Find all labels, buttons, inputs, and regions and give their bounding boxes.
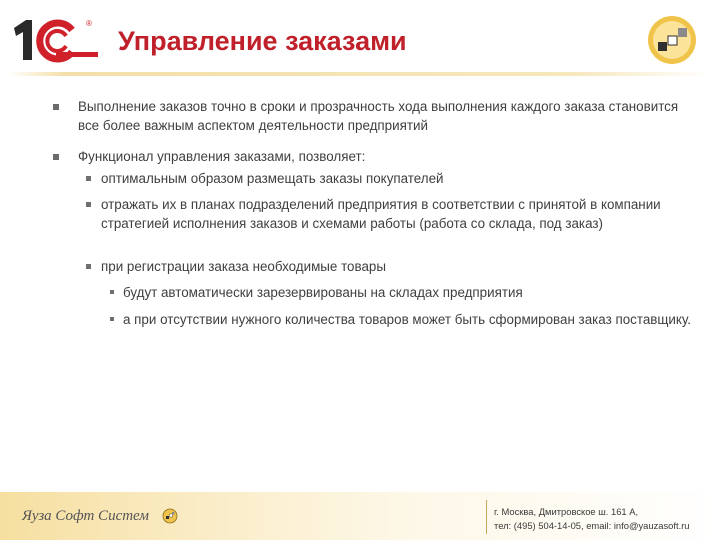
list-item: оптимальным образом размещать заказы покупателей <box>101 171 444 186</box>
sub-bullet-marker <box>86 176 91 181</box>
footer-divider <box>486 500 487 534</box>
1c-logo-icon <box>10 14 102 66</box>
sub-sub-bullet-marker <box>110 317 114 321</box>
company-name: Яуза Софт Систем <box>22 508 149 524</box>
chart-squares-icon <box>646 14 698 66</box>
sub-sub-bullet-marker <box>110 290 114 294</box>
list-item: Функционал управления заказами, позволяет: <box>78 149 366 164</box>
list-item: а при отсутствии нужного количества товаров может быть сформирован заказ поставщику. <box>123 312 691 327</box>
sub-bullet-marker <box>86 202 91 207</box>
contact-line: тел: (495) 504-14-05, email: info@yauzasoft.ru <box>494 520 690 531</box>
bullet-marker <box>53 154 59 160</box>
bullet-marker <box>53 104 59 110</box>
registered-mark: ® <box>86 19 92 28</box>
page-title: Управление заказами <box>118 26 407 56</box>
address-line: г. Москва, Дмитровское ш. 161 А, <box>494 506 639 517</box>
company-emblem-icon <box>162 508 178 524</box>
sub-bullet-marker <box>86 264 91 269</box>
list-item: отражать их в планах подразделений предприятия в соответствии с принятой в компании стратегией исполнения заказов и схемами работы (работа со склада, под заказ) <box>101 197 661 231</box>
list-item: Выполнение заказов точно в сроки и прозрачность хода выполнения каждого заказа становится все более важным аспектом деятельности предприятий <box>78 99 679 133</box>
footer-address <box>494 505 718 533</box>
header-divider <box>8 72 712 76</box>
list-item: будут автоматически зарезервированы на складах предприятия <box>123 285 523 300</box>
list-item: при регистрации заказа необходимые товары <box>101 259 386 274</box>
